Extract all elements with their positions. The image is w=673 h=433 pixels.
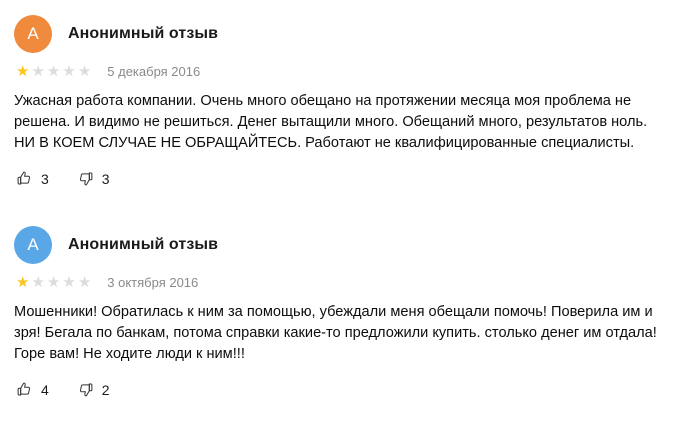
review-header	[14, 223, 659, 267]
star-icon: ★	[31, 63, 46, 80]
like-count: 4	[41, 381, 49, 398]
thumbs-up-icon	[16, 381, 33, 398]
review-item	[14, 223, 659, 398]
review-meta	[16, 64, 659, 79]
review-item	[14, 12, 659, 187]
avatar-letter: A	[27, 24, 39, 43]
review-date: 5 декабря 2016	[107, 64, 201, 79]
review-actions	[16, 170, 659, 187]
star-icon: ★	[62, 63, 77, 80]
review-actions	[16, 381, 659, 398]
like-count: 3	[41, 170, 49, 187]
star-rating	[16, 275, 93, 290]
like-button[interactable]	[16, 170, 49, 187]
avatar	[14, 226, 52, 264]
star-icon: ★	[16, 63, 31, 80]
dislike-count: 2	[101, 381, 110, 398]
dislike-button[interactable]	[77, 170, 110, 187]
star-icon: ★	[62, 274, 77, 291]
star-rating	[16, 64, 93, 79]
dislike-button[interactable]	[77, 381, 110, 398]
review-author: Анонимный отзыв	[68, 236, 219, 253]
thumbs-down-icon	[77, 170, 94, 187]
review-meta	[16, 275, 659, 290]
thumbs-up-icon	[16, 170, 33, 187]
star-icon: ★	[16, 274, 31, 291]
review-text: Мошенники! Обратилась к ним за помощью, убеждали меня обещали помочь! Поверила им и зря! Бегала по банкам, потома справки какие-то предложили купить. столько денег им отдала! Горе вам! Не ходите люди к ним!!!	[14, 304, 657, 362]
star-icon: ★	[77, 63, 93, 80]
review-header	[14, 12, 659, 56]
avatar	[14, 15, 52, 53]
review-author: Анонимный отзыв	[68, 25, 219, 42]
star-icon: ★	[77, 274, 93, 291]
like-button[interactable]	[16, 381, 49, 398]
review-text: Ужасная работа компании. Очень много обещано на протяжении месяца моя проблема не решена. И видимо не решиться. Денег вытащили много. Обещаний много, результатов ноль. НИ В КОЕМ СЛУЧАЕ НЕ ОБРАЩАЙТЕСЬ. Работают не квалифицированные специалисты.	[14, 93, 648, 151]
review-date: 3 октября 2016	[107, 275, 199, 290]
star-icon: ★	[46, 274, 62, 291]
dislike-count: 3	[101, 170, 110, 187]
star-icon: ★	[31, 274, 46, 291]
avatar-letter: A	[27, 235, 39, 254]
thumbs-down-icon	[77, 381, 94, 398]
star-icon: ★	[46, 63, 62, 80]
